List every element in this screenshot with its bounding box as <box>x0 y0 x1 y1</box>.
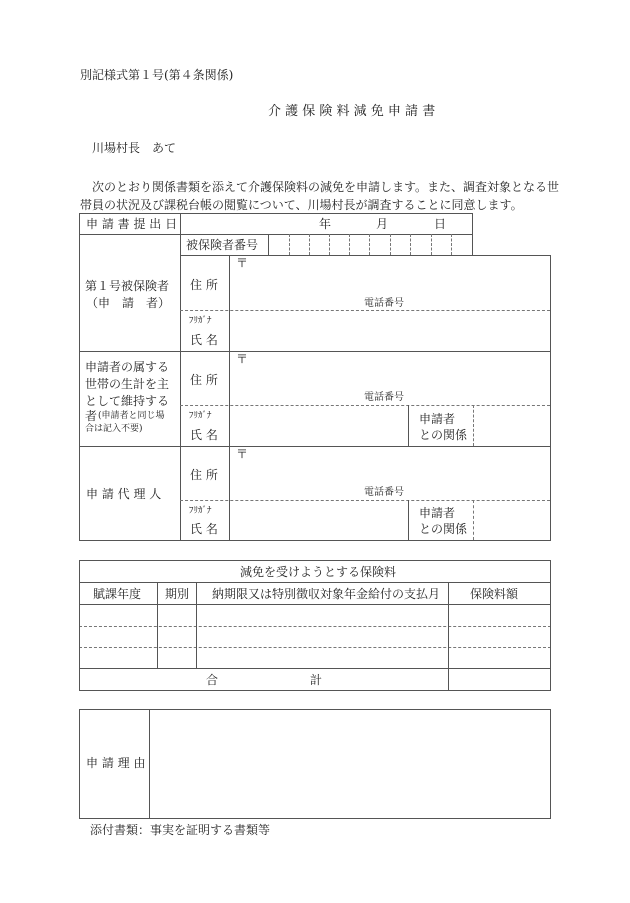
submit-date-label: 申 請 書 提 出 日 <box>86 217 178 231</box>
household-head-note-1: (申請者と同じ場 <box>98 411 165 421</box>
household-head-label-2: 世帯の生計を主 <box>85 377 170 391</box>
agent-address-field[interactable] <box>230 447 550 500</box>
postal-mark: 〒 <box>236 256 249 270</box>
table-row[interactable] <box>80 648 550 668</box>
total-label-1: 合 <box>206 673 219 687</box>
furigana-label: ﾌﾘｶﾞﾅ <box>189 411 212 421</box>
attachments-note: 添付書類：事実を証明する書類等 <box>90 823 271 837</box>
insured-number-label: 被保険者番号 <box>186 238 259 252</box>
household-head-label-4: 者 <box>85 409 98 423</box>
day-unit: 日 <box>434 217 447 231</box>
relation-label-1: 申請者 <box>419 412 456 426</box>
total-label-2: 計 <box>310 673 323 687</box>
column-fiscal-year: 賦課年度 <box>93 587 142 601</box>
year-unit: 年 <box>319 217 332 231</box>
household-head-label-3: として維持する <box>85 394 170 408</box>
address-label: 住 所 <box>190 468 218 482</box>
addressee: 川場村長 あて <box>92 141 177 155</box>
household-head-note-2: 合は記入不要) <box>85 424 143 434</box>
phone-label: 電話番号 <box>364 392 404 403</box>
reason-label: 申 請 理 由 <box>86 756 146 770</box>
furigana-label: ﾌﾘｶﾞﾅ <box>189 506 212 516</box>
household-address-field[interactable] <box>230 352 550 405</box>
agent-label: 申 請 代 理 人 <box>86 487 162 501</box>
relation-label-2: との関係 <box>419 428 468 442</box>
address-label: 住 所 <box>190 373 218 387</box>
submit-date-field[interactable] <box>181 214 472 234</box>
name-label: 氏 名 <box>190 333 218 347</box>
intro-text-line2: 帯員の状況及び課税台帳の閲覧について、川場村長が調査することに同意します。 <box>80 198 523 212</box>
name-label: 氏 名 <box>190 428 218 442</box>
relation-label-2: との関係 <box>419 522 468 536</box>
month-unit: 月 <box>376 217 389 231</box>
address-field[interactable] <box>230 256 550 310</box>
intro-text-line1: 次のとおり関係書類を添えて介護保険料の減免を申請します。また、調査対象となる世 <box>92 180 560 194</box>
name-field[interactable] <box>230 311 550 351</box>
total-amount-field[interactable] <box>449 669 550 690</box>
document-title: 介 護 保 険 料 減 免 申 請 書 <box>268 104 436 119</box>
column-due-date: 納期限又は特別徴収対象年金給付の支払月 <box>212 587 441 601</box>
agent-relation-field[interactable] <box>474 501 550 540</box>
premium-table-title: 減免を受けようとする保険料 <box>240 565 397 579</box>
household-name-field[interactable] <box>230 406 408 446</box>
column-premium-amount: 保険料額 <box>470 587 519 601</box>
table-row[interactable] <box>80 627 550 647</box>
column-term: 期別 <box>165 587 190 601</box>
applicant-label: （申 請 者） <box>86 296 171 310</box>
agent-name-field[interactable] <box>230 501 408 540</box>
form-reference: 別記様式第１号(第４条関係) <box>80 68 234 82</box>
postal-mark: 〒 <box>236 447 249 461</box>
phone-label: 電話番号 <box>364 487 404 498</box>
name-label: 氏 名 <box>190 522 218 536</box>
address-label: 住 所 <box>190 278 218 292</box>
relation-label-1: 申請者 <box>419 506 456 520</box>
insured-number-field[interactable] <box>269 235 472 255</box>
furigana-label: ﾌﾘｶﾞﾅ <box>189 316 212 326</box>
household-head-label-1: 申請者の属する <box>85 360 170 374</box>
postal-mark: 〒 <box>236 352 249 366</box>
phone-label: 電話番号 <box>364 298 404 309</box>
household-relation-field[interactable] <box>474 406 550 446</box>
reason-field[interactable] <box>150 710 550 818</box>
table-row[interactable] <box>80 605 550 626</box>
insured-person-label: 第１号被保険者 <box>85 279 170 293</box>
